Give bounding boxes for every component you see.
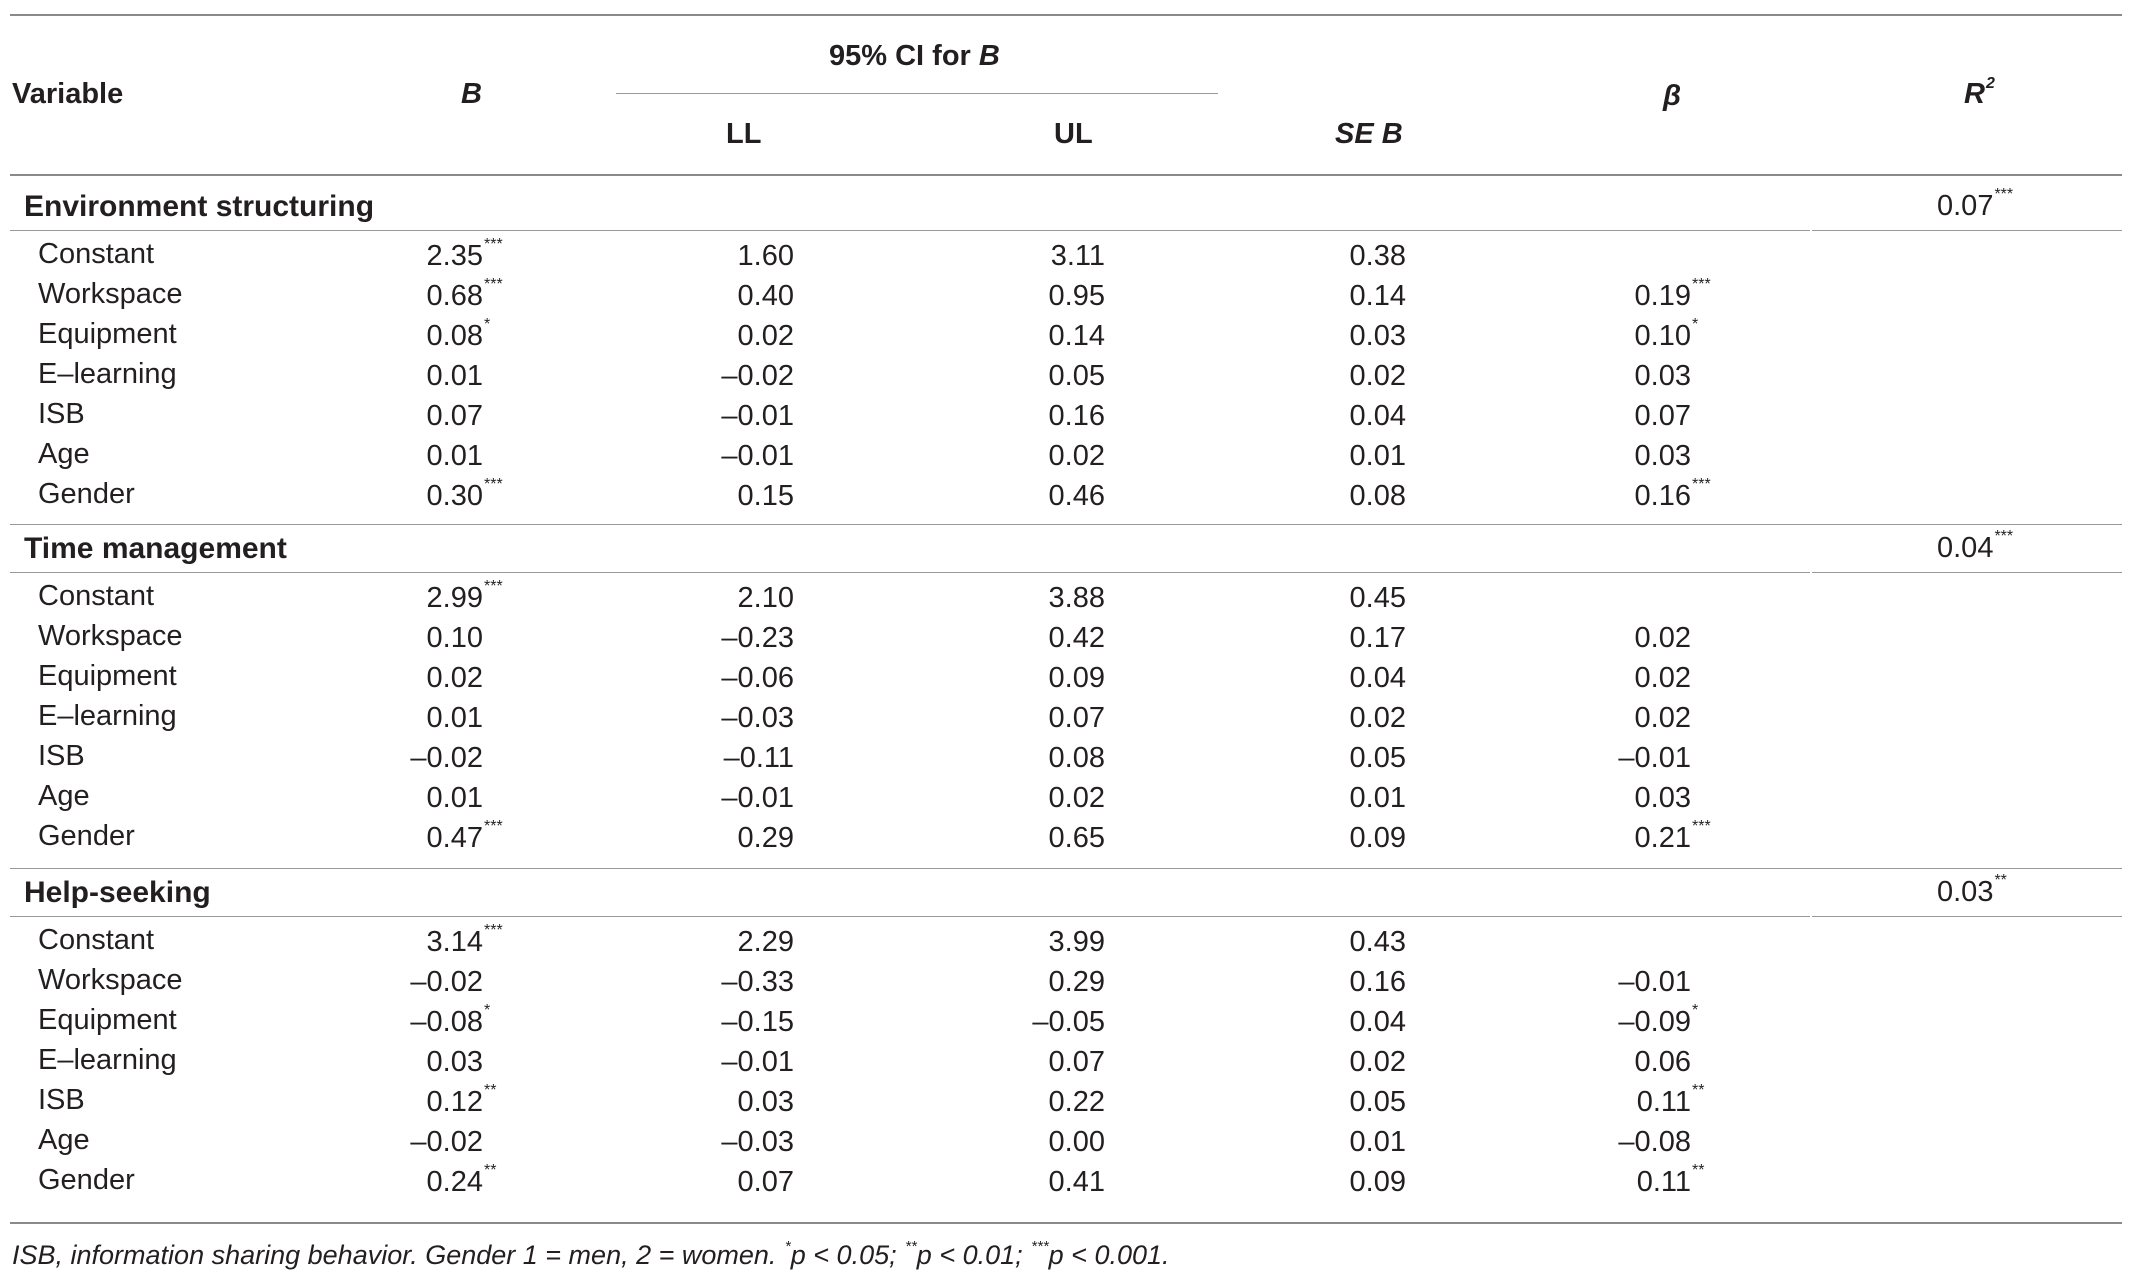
cell-ll-value: 1.60 <box>737 240 794 272</box>
cell-se-b-value: 0.01 <box>1349 782 1406 814</box>
cell-b <box>410 1002 491 1039</box>
cell-beta-significance: ** <box>1692 1162 1705 1179</box>
cell-b <box>426 316 491 353</box>
cell-se-b-value: 0.08 <box>1349 480 1406 512</box>
cell-b <box>426 236 503 273</box>
cell-ll-value: –0.03 <box>721 1126 794 1158</box>
header-beta: β <box>1663 80 1681 112</box>
section-r2-value: 0.07 <box>1937 190 1994 222</box>
cell-ll <box>738 1086 794 1119</box>
cell-ll-value: 0.03 <box>737 1086 794 1118</box>
cell-beta-value: 0.19 <box>1634 280 1691 312</box>
cell-b <box>426 578 503 615</box>
cell-b-value: 2.35 <box>426 240 483 272</box>
header-ll: LL <box>726 118 762 150</box>
header-ci <box>829 42 1000 71</box>
cell-b-value: 0.01 <box>426 440 483 472</box>
cell-beta-significance: ** <box>1692 1082 1705 1099</box>
cell-se-b <box>1350 662 1406 695</box>
cell-beta <box>1636 1162 1705 1199</box>
section-end-rule <box>10 868 2122 869</box>
cell-b-value: 0.02 <box>426 662 483 694</box>
cell-b-value: 0.10 <box>426 622 483 654</box>
row-label: Equipment <box>38 318 177 350</box>
cell-ll <box>738 1166 794 1199</box>
cell-beta-value: 0.16 <box>1634 480 1691 512</box>
cell-ul <box>1049 1086 1105 1119</box>
cell-ll-value: –0.03 <box>721 702 794 734</box>
cell-ul <box>1049 360 1105 393</box>
cell-ll <box>721 400 794 433</box>
cell-beta-value: 0.02 <box>1634 622 1691 654</box>
cell-b-value: –0.02 <box>410 1126 483 1158</box>
cell-ul-value: 0.08 <box>1048 742 1105 774</box>
section-rule-r2 <box>1812 572 2122 573</box>
row-label: Gender <box>38 1164 135 1196</box>
cell-ll <box>738 240 794 273</box>
section-end-rule <box>10 524 2122 525</box>
cell-beta-value: 0.06 <box>1634 1046 1691 1078</box>
section-rule <box>10 230 1810 231</box>
section-rule-r2 <box>1812 230 2122 231</box>
cell-ll <box>721 782 794 815</box>
section-r2 <box>1937 528 2014 565</box>
cell-ll <box>738 926 794 959</box>
cell-b-value: 0.07 <box>426 400 483 432</box>
cell-beta <box>1618 1002 1699 1039</box>
cell-ul-value: 0.46 <box>1048 480 1105 512</box>
cell-ll-value: 0.07 <box>737 1166 794 1198</box>
cell-ll <box>721 966 794 999</box>
cell-ul <box>1049 702 1105 735</box>
cell-b-significance: * <box>484 1002 491 1019</box>
cell-se-b <box>1350 1046 1406 1079</box>
cell-ll <box>721 440 794 473</box>
cell-se-b <box>1350 440 1406 473</box>
row-label: E–learning <box>38 700 177 732</box>
cell-se-b <box>1350 582 1406 615</box>
cell-beta-significance: *** <box>1692 818 1711 835</box>
cell-beta-value: –0.08 <box>1618 1126 1691 1158</box>
row-label: Constant <box>38 238 155 270</box>
cell-se-b-value: 0.01 <box>1349 1126 1406 1158</box>
cell-se-b <box>1350 622 1406 655</box>
cell-b-value: 0.47 <box>426 822 483 854</box>
cell-b-value: 0.24 <box>426 1166 483 1198</box>
cell-ll-value: 2.29 <box>737 926 794 958</box>
cell-b <box>427 782 483 815</box>
cell-ll <box>721 1006 794 1039</box>
footnote-sig-1: * <box>784 1238 791 1255</box>
cell-b-significance: *** <box>484 276 503 293</box>
cell-ll <box>721 360 794 393</box>
cell-ul <box>1049 1046 1105 1079</box>
cell-beta <box>1618 966 1691 999</box>
cell-ul <box>1049 662 1105 695</box>
row-label: Constant <box>38 580 155 612</box>
cell-b <box>426 476 503 513</box>
cell-b-value: 0.68 <box>426 280 483 312</box>
cell-se-b-value: 0.02 <box>1349 360 1406 392</box>
header-b: B <box>461 78 482 110</box>
cell-b <box>427 622 483 655</box>
cell-se-b-value: 0.03 <box>1349 320 1406 352</box>
header-variable: Variable <box>12 78 124 110</box>
cell-se-b <box>1350 822 1406 855</box>
cell-b <box>410 1126 483 1159</box>
row-label: Gender <box>38 478 135 510</box>
footnote-sig-2: ** <box>905 1238 917 1255</box>
bottom-rule <box>10 1222 2122 1224</box>
cell-ul <box>1049 782 1105 815</box>
cell-se-b <box>1350 280 1406 313</box>
header-se-b: SE B <box>1335 118 1403 150</box>
row-label: ISB <box>38 1084 85 1116</box>
cell-b-significance: *** <box>484 236 503 253</box>
cell-se-b <box>1350 742 1406 775</box>
cell-se-b <box>1350 1086 1406 1119</box>
cell-b <box>426 922 503 959</box>
cell-se-b-value: 0.01 <box>1349 440 1406 472</box>
cell-b <box>427 702 483 735</box>
cell-ul-value: 3.99 <box>1048 926 1105 958</box>
cell-ul <box>1049 582 1105 615</box>
cell-b <box>426 276 503 313</box>
cell-ll-value: –0.02 <box>721 360 794 392</box>
cell-se-b-value: 0.17 <box>1349 622 1406 654</box>
cell-se-b-value: 0.14 <box>1349 280 1406 312</box>
cell-b-value: –0.02 <box>410 742 483 774</box>
footnote-text-4: p < 0.001. <box>1048 1240 1170 1270</box>
cell-se-b <box>1350 1126 1406 1159</box>
cell-ul <box>1049 822 1105 855</box>
cell-beta <box>1635 360 1691 393</box>
cell-ll-value: 0.02 <box>737 320 794 352</box>
cell-beta <box>1635 622 1691 655</box>
cell-ul <box>1049 280 1105 313</box>
cell-se-b-value: 0.43 <box>1349 926 1406 958</box>
cell-ul <box>1049 440 1105 473</box>
header-r2-sup: 2 <box>1985 75 1995 92</box>
cell-b-value: 0.30 <box>426 480 483 512</box>
cell-se-b-value: 0.04 <box>1349 400 1406 432</box>
cell-beta-value: –0.01 <box>1618 966 1691 998</box>
cell-se-b <box>1350 240 1406 273</box>
cell-ul <box>1032 1006 1105 1039</box>
cell-ul <box>1049 480 1105 513</box>
cell-ul <box>1049 622 1105 655</box>
cell-se-b <box>1350 1166 1406 1199</box>
row-label: ISB <box>38 740 85 772</box>
cell-b-significance: *** <box>484 818 503 835</box>
cell-b-value: 0.01 <box>426 702 483 734</box>
row-label: Workspace <box>38 620 183 652</box>
cell-ll <box>738 280 794 313</box>
cell-b-significance: *** <box>484 922 503 939</box>
header-r2 <box>1964 75 1995 110</box>
section-rule <box>10 572 1810 573</box>
footnote-sig-3: *** <box>1031 1238 1049 1255</box>
cell-b-value: 0.12 <box>426 1086 483 1118</box>
header-rule <box>10 174 2122 176</box>
cell-b-value: 2.99 <box>426 582 483 614</box>
cell-b-significance: ** <box>484 1162 497 1179</box>
row-label: Age <box>38 438 90 470</box>
row-label: Constant <box>38 924 155 956</box>
cell-se-b-value: 0.09 <box>1349 822 1406 854</box>
cell-beta <box>1635 440 1691 473</box>
cell-b <box>426 818 503 855</box>
cell-beta-value: 0.03 <box>1634 360 1691 392</box>
cell-ll-value: –0.11 <box>723 742 794 774</box>
header-ci-b: B <box>978 40 1000 72</box>
cell-beta <box>1634 818 1711 855</box>
cell-se-b <box>1350 966 1406 999</box>
cell-beta-value: 0.10 <box>1634 320 1691 352</box>
section-r2-significance: *** <box>1994 528 2014 545</box>
cell-beta-value: 0.02 <box>1634 662 1691 694</box>
row-label: Equipment <box>38 1004 177 1036</box>
cell-beta <box>1635 702 1691 735</box>
cell-ul <box>1049 400 1105 433</box>
cell-ul <box>1049 1166 1105 1199</box>
cell-se-b <box>1350 782 1406 815</box>
cell-beta <box>1634 276 1711 313</box>
cell-b <box>427 440 483 473</box>
cell-beta <box>1635 1046 1691 1079</box>
cell-beta <box>1618 1126 1691 1159</box>
cell-ll <box>738 320 794 353</box>
cell-se-b-value: 0.38 <box>1349 240 1406 272</box>
cell-ll-value: –0.23 <box>721 622 794 654</box>
cell-b <box>427 1046 483 1079</box>
section-title: Time management <box>24 532 287 565</box>
cell-ul <box>1049 742 1105 775</box>
cell-ll <box>724 742 794 775</box>
cell-ul-value: 0.42 <box>1048 622 1105 654</box>
cell-beta-value: 0.07 <box>1634 400 1691 432</box>
cell-ll-value: –0.01 <box>721 1046 794 1078</box>
row-label: Age <box>38 780 90 812</box>
cell-se-b <box>1350 1006 1406 1039</box>
cell-ul-value: 0.07 <box>1048 1046 1105 1078</box>
cell-ll <box>738 480 794 513</box>
cell-ul-value: 0.29 <box>1048 966 1105 998</box>
cell-se-b-value: 0.04 <box>1349 662 1406 694</box>
cell-ul-value: 0.65 <box>1048 822 1105 854</box>
cell-b <box>427 662 483 695</box>
cell-b <box>426 1082 497 1119</box>
section-title: Help-seeking <box>24 876 211 909</box>
cell-b <box>410 966 483 999</box>
cell-beta <box>1635 400 1691 433</box>
footnote-text-3: p < 0.01; <box>916 1240 1031 1270</box>
cell-ul <box>1049 320 1105 353</box>
row-label: ISB <box>38 398 85 430</box>
cell-beta-significance: * <box>1692 1002 1699 1019</box>
cell-se-b-value: 0.05 <box>1349 1086 1406 1118</box>
cell-ul-value: 0.16 <box>1048 400 1105 432</box>
cell-ul-value: 0.05 <box>1048 360 1105 392</box>
section-rule <box>10 916 1810 917</box>
cell-ll-value: –0.01 <box>721 782 794 814</box>
header-r2-r: R <box>1964 78 1985 110</box>
cell-b <box>426 1162 497 1199</box>
ci-underline <box>616 93 1218 94</box>
row-label: Gender <box>38 820 135 852</box>
cell-ll-value: 2.10 <box>737 582 794 614</box>
cell-ul-value: 0.07 <box>1048 702 1105 734</box>
cell-ul <box>1051 240 1105 273</box>
cell-b-value: 0.01 <box>426 782 483 814</box>
cell-beta-significance: * <box>1692 316 1699 333</box>
row-label: Workspace <box>38 964 183 996</box>
cell-beta <box>1636 1082 1705 1119</box>
section-r2-significance: *** <box>1994 186 2014 203</box>
cell-ll <box>721 622 794 655</box>
cell-se-b-value: 0.16 <box>1349 966 1406 998</box>
cell-ll <box>721 1046 794 1079</box>
cell-ul-value: –0.05 <box>1032 1006 1105 1038</box>
cell-b <box>427 400 483 433</box>
row-label: E–learning <box>38 358 177 390</box>
section-r2-significance: ** <box>1994 872 2007 889</box>
cell-b-value: 3.14 <box>426 926 483 958</box>
cell-ll-value: 0.15 <box>737 480 794 512</box>
cell-beta <box>1618 742 1691 775</box>
cell-se-b <box>1350 702 1406 735</box>
cell-se-b-value: 0.05 <box>1349 742 1406 774</box>
cell-beta-value: 0.21 <box>1634 822 1691 854</box>
cell-b-value: 0.08 <box>426 320 483 352</box>
cell-ll-value: –0.01 <box>721 440 794 472</box>
cell-b-value: –0.02 <box>410 966 483 998</box>
row-label: Workspace <box>38 278 183 310</box>
cell-ul-value: 0.14 <box>1048 320 1105 352</box>
cell-b <box>410 742 483 775</box>
cell-b <box>427 360 483 393</box>
cell-ll <box>721 1126 794 1159</box>
header-ci-prefix: 95% CI for <box>829 40 979 72</box>
cell-beta <box>1634 316 1699 353</box>
cell-ll <box>721 662 794 695</box>
cell-ul-value: 0.41 <box>1048 1166 1105 1198</box>
section-r2-value: 0.03 <box>1937 876 1994 908</box>
cell-ul-value: 0.22 <box>1048 1086 1105 1118</box>
cell-ll <box>738 582 794 615</box>
cell-beta-significance: *** <box>1692 476 1711 493</box>
cell-ul-value: 3.11 <box>1050 240 1105 272</box>
cell-beta-value: 0.02 <box>1634 702 1691 734</box>
section-r2-value: 0.04 <box>1937 532 1994 564</box>
cell-b-significance: *** <box>484 476 503 493</box>
cell-se-b <box>1350 926 1406 959</box>
cell-beta-value: 0.11 <box>1636 1166 1691 1198</box>
cell-beta <box>1634 476 1711 513</box>
cell-se-b-value: 0.09 <box>1349 1166 1406 1198</box>
cell-se-b-value: 0.02 <box>1349 1046 1406 1078</box>
cell-se-b <box>1350 400 1406 433</box>
cell-se-b <box>1350 360 1406 393</box>
section-r2 <box>1937 872 2007 909</box>
cell-ul <box>1049 926 1105 959</box>
footnote-text-2: p < 0.05; <box>790 1240 905 1270</box>
cell-b-significance: * <box>484 316 491 333</box>
cell-ll-value: –0.06 <box>721 662 794 694</box>
cell-ll-value: –0.15 <box>721 1006 794 1038</box>
cell-ll <box>738 822 794 855</box>
cell-se-b-value: 0.02 <box>1349 702 1406 734</box>
cell-ul <box>1049 1126 1105 1159</box>
cell-ul-value: 0.02 <box>1048 440 1105 472</box>
cell-beta-significance: *** <box>1692 276 1711 293</box>
cell-ll-value: –0.33 <box>721 966 794 998</box>
cell-beta <box>1635 662 1691 695</box>
row-label: Age <box>38 1124 90 1156</box>
cell-ul-value: 0.95 <box>1048 280 1105 312</box>
cell-ll-value: 0.40 <box>737 280 794 312</box>
section-r2 <box>1937 186 2014 223</box>
cell-ul-value: 3.88 <box>1048 582 1105 614</box>
cell-ll <box>721 702 794 735</box>
cell-beta-value: –0.09 <box>1618 1006 1691 1038</box>
cell-ll-value: –0.01 <box>721 400 794 432</box>
footnote-text-1: ISB, information sharing behavior. Gender 1 = men, 2 = women. <box>12 1240 784 1270</box>
section-rule-r2 <box>1812 916 2122 917</box>
cell-ul-value: 0.00 <box>1048 1126 1105 1158</box>
table-footnote <box>12 1240 1170 1271</box>
cell-se-b <box>1350 480 1406 513</box>
cell-ul <box>1049 966 1105 999</box>
cell-beta-value: 0.03 <box>1634 782 1691 814</box>
cell-b-value: 0.03 <box>426 1046 483 1078</box>
cell-beta <box>1635 782 1691 815</box>
cell-ul-value: 0.09 <box>1048 662 1105 694</box>
row-label: E–learning <box>38 1044 177 1076</box>
row-label: Equipment <box>38 660 177 692</box>
section-title: Environment structuring <box>24 190 375 223</box>
cell-b-value: –0.08 <box>410 1006 483 1038</box>
cell-b-significance: ** <box>484 1082 497 1099</box>
cell-b-value: 0.01 <box>426 360 483 392</box>
cell-ll-value: 0.29 <box>737 822 794 854</box>
top-rule <box>10 14 2122 16</box>
header-ul: UL <box>1054 118 1093 150</box>
cell-beta-value: –0.01 <box>1618 742 1691 774</box>
cell-se-b-value: 0.04 <box>1349 1006 1406 1038</box>
cell-beta-value: 0.03 <box>1634 440 1691 472</box>
cell-se-b <box>1350 320 1406 353</box>
cell-b-significance: *** <box>484 578 503 595</box>
cell-se-b-value: 0.45 <box>1349 582 1406 614</box>
cell-beta-value: 0.11 <box>1636 1086 1691 1118</box>
cell-ul-value: 0.02 <box>1048 782 1105 814</box>
